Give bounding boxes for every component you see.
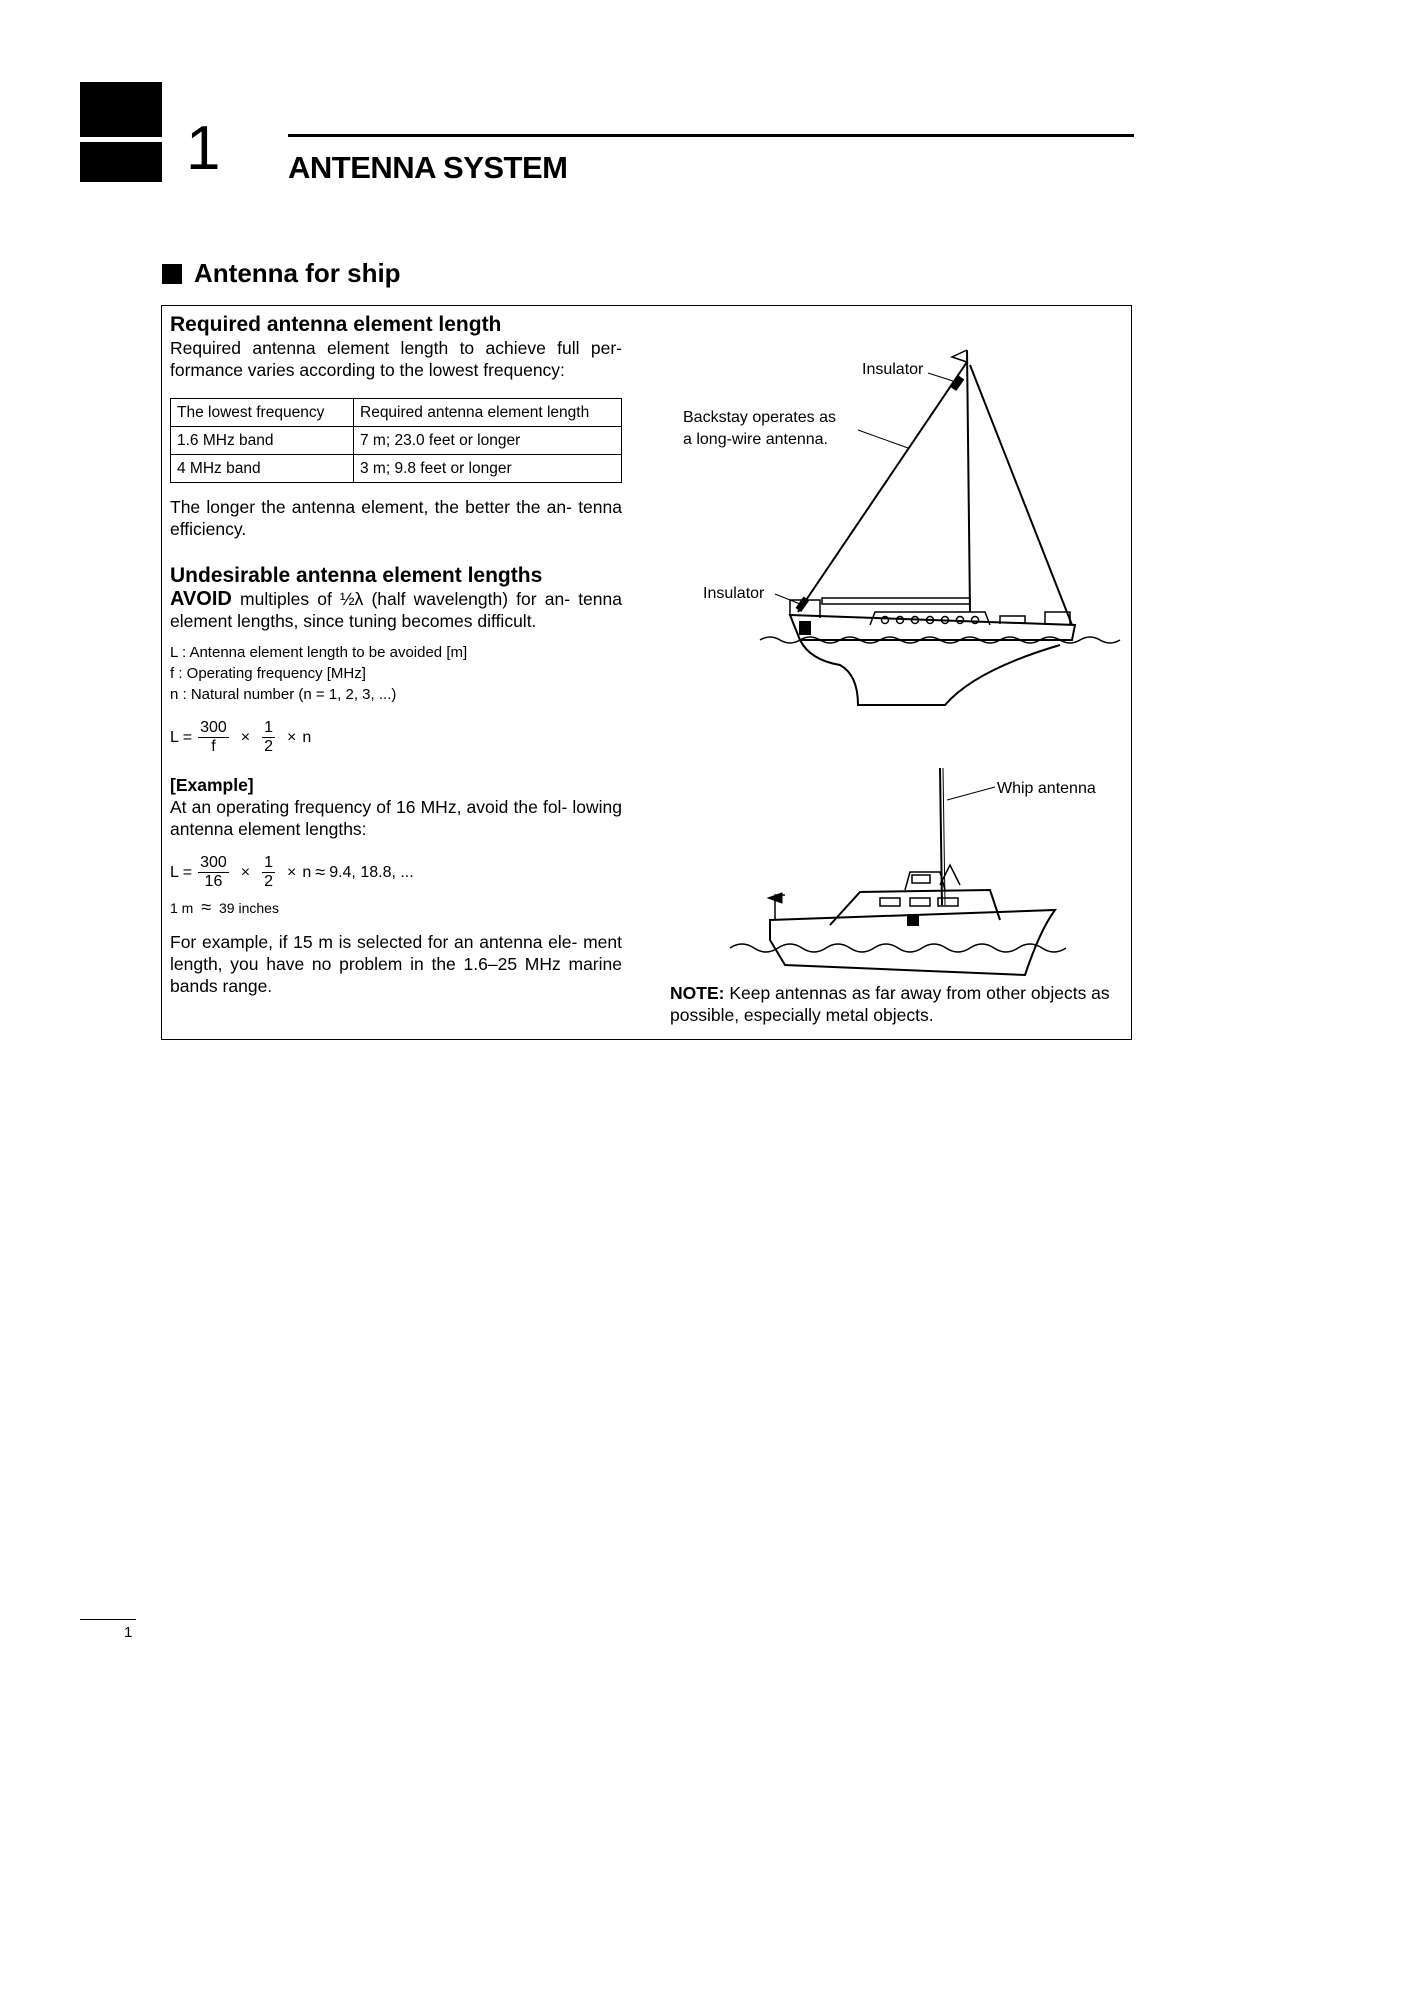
table-cell: 3 m; 9.8 feet or longer [354, 455, 622, 483]
motorboat-illustration [730, 768, 1066, 975]
definition-item: n : Natural number (n = 1, 2, 3, ...) [170, 686, 397, 704]
bridge-window [912, 875, 930, 883]
formula-lhs: L = [170, 728, 193, 746]
avoid-text: multiples of ½λ (half wavelength) for an- tenna element lengths, since tuning becomes difficult. [170, 589, 622, 632]
boom [822, 598, 970, 604]
fraction-denominator: f [211, 738, 216, 756]
fraction-numerator: 1 [264, 719, 274, 737]
leader-line [858, 430, 908, 448]
backstay-label-line2: a long-wire antenna. [683, 431, 828, 448]
approx-sign: ≈ [315, 862, 326, 883]
avoid-word: AVOID [170, 588, 232, 611]
approx-sign: ≈ [201, 897, 212, 918]
times-sign: × [287, 863, 297, 881]
table-header-cell: The lowest frequency [171, 399, 354, 427]
leader-line [775, 594, 800, 604]
times-sign: × [240, 728, 251, 746]
required-length-intro: Required antenna element length to achieve full per- formance varies according to the lowest frequency: [170, 338, 622, 381]
table-header-cell: Required antenna element length [354, 399, 622, 427]
example-closing: For example, if 15 m is selected for an antenna ele- ment length, you have no problem in the 1.6–25 MHz marine bands range. [170, 932, 622, 997]
backstay-label-line1: Backstay operates as [683, 409, 836, 426]
note-text: Keep antennas as far away from other objects as possible, especially metal objects. [670, 983, 1110, 1025]
required-length-heading: Required antenna element length [170, 313, 502, 336]
note-block [670, 982, 1130, 1026]
antenna-tuner-box [800, 622, 810, 634]
insulator-bottom-label: Insulator [703, 585, 765, 602]
forestay [970, 365, 1072, 625]
sailboat-mast [967, 350, 970, 612]
times-sign: × [240, 863, 251, 881]
porthole [897, 617, 904, 624]
definition-item: L : Antenna element length to be avoided [m] [170, 644, 468, 662]
footer-rule [80, 1619, 136, 1620]
fraction-numerator: 300 [200, 719, 227, 737]
fraction-denominator: 2 [264, 873, 274, 891]
sailboat-hull [800, 640, 1060, 705]
chapter-title: ANTENNA SYSTEM [288, 150, 568, 185]
cabin-window [880, 898, 900, 906]
example-heading: [Example] [170, 775, 254, 796]
definition-item: f : Operating frequency [MHz] [170, 665, 366, 683]
fraction-denominator: 16 [204, 873, 223, 891]
note-label: NOTE: [670, 983, 725, 1003]
example-text: At an operating frequency of 16 MHz, avoid the fol- lowing antenna element lengths: [170, 797, 622, 840]
leader-line [928, 373, 953, 381]
sea-waves-motorboat [730, 944, 1066, 952]
formula-result: 9.4, 18.8, ... [329, 863, 414, 881]
backstay-antenna [798, 362, 967, 612]
insulator-top [952, 377, 963, 390]
section-title: Antenna for ship [194, 258, 401, 288]
cabin-window [910, 898, 930, 906]
required-length-note: The longer the antenna element, the better the an- tenna efficiency. [170, 497, 622, 540]
sailboat-illustration [760, 350, 1120, 705]
times-sign: × [287, 728, 297, 746]
chapter-number: 1 [186, 114, 221, 183]
table-cell: 1.6 MHz band [171, 427, 354, 455]
undesirable-heading: Undesirable antenna element lengths [170, 564, 543, 588]
table-cell: 7 m; 23.0 feet or longer [354, 427, 622, 455]
table-cell: 4 MHz band [171, 455, 354, 483]
whip-antenna-label: Whip antenna [997, 780, 1096, 797]
fraction-numerator: 300 [200, 854, 227, 872]
fraction-denominator: 2 [264, 738, 274, 756]
conversion-rhs: 39 inches [219, 900, 279, 917]
formula-n: n [302, 728, 312, 746]
leader-line [947, 787, 995, 800]
bow-rail [1045, 612, 1070, 625]
masthead-flag [952, 350, 967, 362]
radio-box [908, 915, 918, 925]
formula-n: n [302, 863, 312, 881]
fraction-numerator: 1 [264, 854, 274, 872]
page-number: 1 [124, 1624, 133, 1641]
conversion-lhs: 1 m [170, 900, 194, 917]
insulator-top-label: Insulator [862, 361, 924, 378]
formula-lhs: L = [170, 863, 193, 881]
